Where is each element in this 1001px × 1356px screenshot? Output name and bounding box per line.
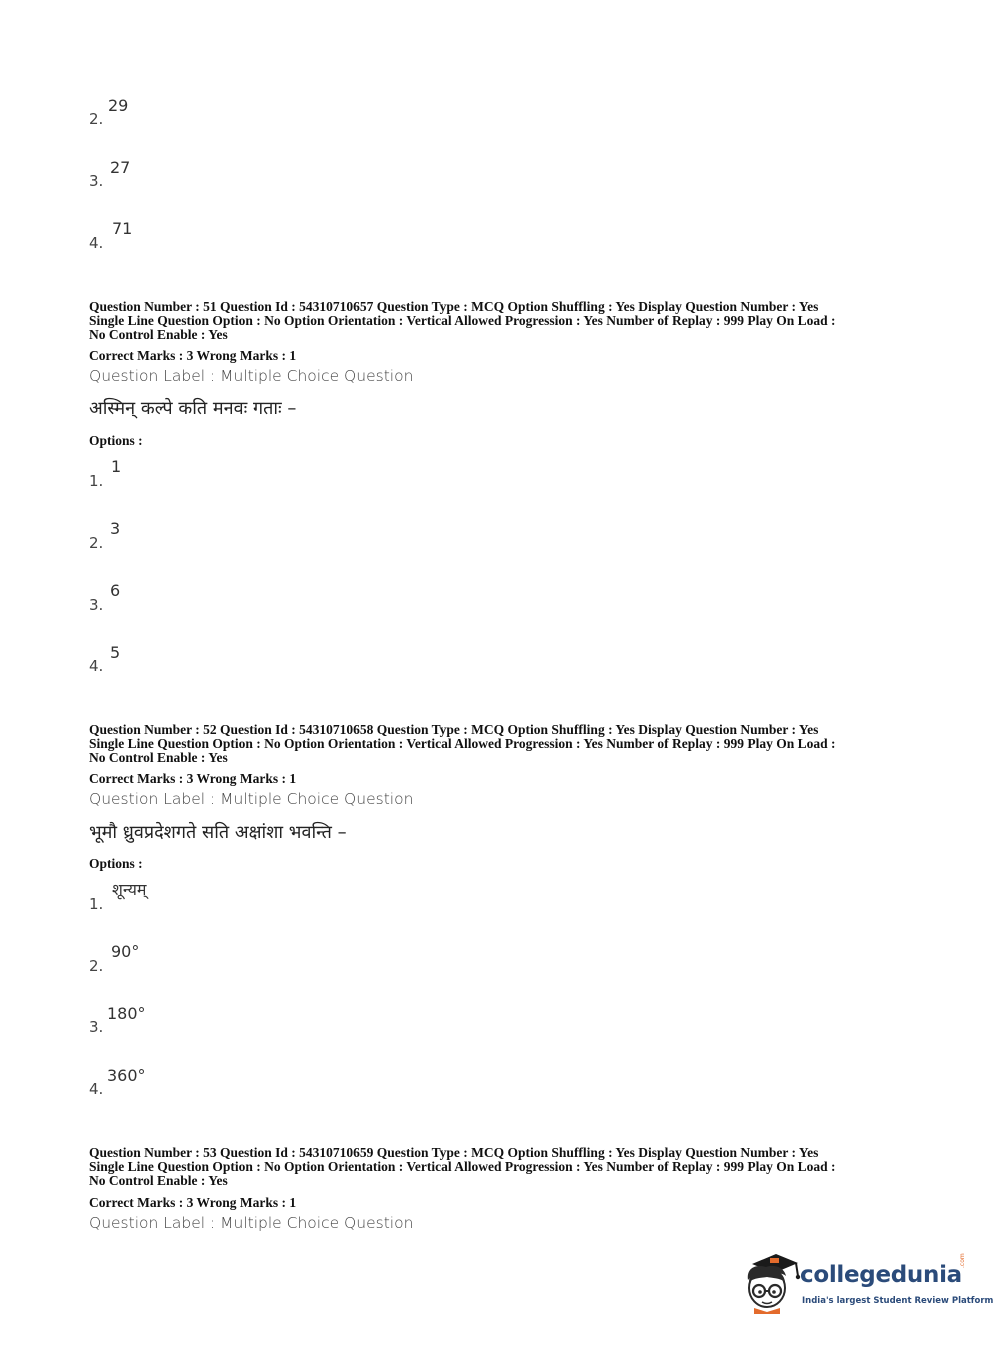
option-value: 360° [107,1066,146,1085]
question-meta-line: Single Line Question Option : No Option Orientation : Vertical Allowed Progression : Yes Number of Replay : 999 Play On Load : [89,1159,836,1174]
brand-logo [740,1250,994,1316]
option-value: 3 [110,519,121,538]
mascot-icon [740,1250,802,1316]
logo-wordmark: collegedunia [800,1262,962,1288]
option-value: 27 [110,158,131,177]
option-value: 180° [107,1004,146,1023]
question-meta-line: No Control Enable : Yes [89,327,228,342]
option-number: 1. [89,895,104,913]
question-marks: Correct Marks : 3 Wrong Marks : 1 [89,771,297,786]
option-value: 71 [112,219,133,238]
options-heading: Options : [89,433,143,448]
option-number: 3. [89,596,104,614]
option-number: 3. [89,172,104,190]
option-value: 6 [110,581,121,600]
question-meta-line: No Control Enable : Yes [89,750,228,765]
question-marks: Correct Marks : 3 Wrong Marks : 1 [89,1195,297,1210]
options-heading: Options : [89,856,143,871]
logo-domain: .com [959,1253,966,1268]
option-number: 3. [89,1018,104,1036]
option-number: 4. [89,1080,104,1098]
question-label: Question Label : Multiple Choice Question [89,1214,414,1232]
option-number: 1. [89,472,104,490]
option-number: 2. [89,110,104,128]
question-text: भूमौ ध्रुवप्रदेशगते सति अक्षांशा भवन्ति – [89,822,347,843]
question-meta-line: No Control Enable : Yes [89,1173,228,1188]
question-marks: Correct Marks : 3 Wrong Marks : 1 [89,348,297,363]
option-value: 90° [111,942,140,961]
option-number: 2. [89,957,104,975]
question-text: अस्मिन् कल्पे कति मनवः गताः – [89,398,297,419]
option-number: 4. [89,234,104,252]
option-value: 1 [111,457,122,476]
option-value: शून्यम् [112,880,147,899]
question-label: Question Label : Multiple Choice Question [89,790,414,808]
logo-tagline: India's largest Student Review Platform [802,1296,994,1306]
option-number: 4. [89,657,104,675]
question-meta-line: Question Number : 53 Question Id : 54310710659 Question Type : MCQ Option Shuffling : Yes Display Question Number : Yes [89,1145,819,1160]
question-meta-line: Single Line Question Option : No Option Orientation : Vertical Allowed Progression : Yes Number of Replay : 999 Play On Load : [89,736,836,751]
option-number: 2. [89,534,104,552]
question-label: Question Label : Multiple Choice Question [89,367,414,385]
question-meta-line: Single Line Question Option : No Option Orientation : Vertical Allowed Progression : Yes Number of Replay : 999 Play On Load : [89,313,836,328]
question-meta-line: Question Number : 51 Question Id : 54310710657 Question Type : MCQ Option Shuffling : Yes Display Question Number : Yes [89,299,819,314]
question-meta-line: Question Number : 52 Question Id : 54310710658 Question Type : MCQ Option Shuffling : Yes Display Question Number : Yes [89,722,819,737]
option-value: 5 [110,643,121,662]
option-value: 29 [108,96,129,115]
